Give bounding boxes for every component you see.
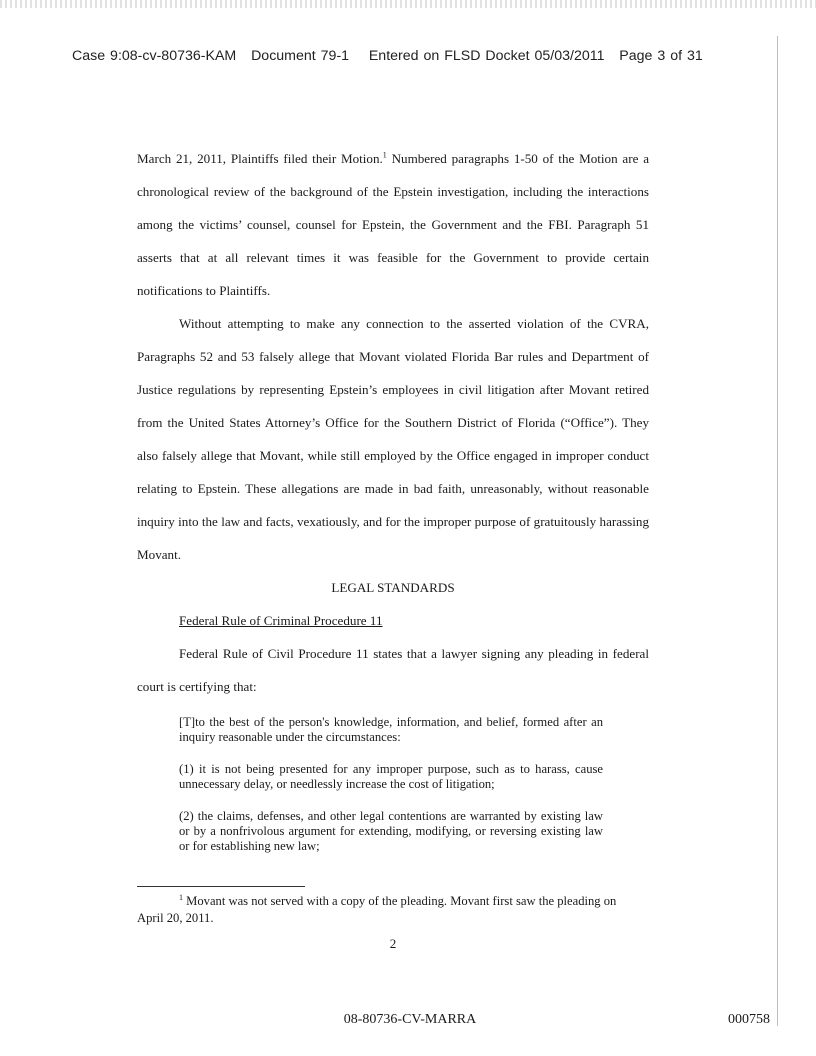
scan-artifact-top [0,0,816,8]
block-quote-intro: [T]to the best of the person's knowledge, information, and belief, formed after an inquiry reasonable under the circumstances: [179,715,603,744]
section-heading-legal-standards: LEGAL STANDARDS [331,580,455,595]
paragraph-allegations: Without attempting to make any connection to the asserted violation of the CVRA, Paragraphs 52 and 53 falsely allege that Movant violated Florida Bar rules and Department of Justice regulations by representing Epstein’s employees in civil litigation after Movant retired from the United States Attorney’s Office for the Southern District of Florida (“Office”). They also falsely allege that Movant, while still employed by the Office engaged in improper conduct relating to Epstein. These allegations are made in bad faith, unreasonably, without reasonable inquiry into the law and facts, vexatiously, and for the improper purpose of gratuitously harassing Movant. [137,316,649,562]
paragraph-rule-11-intro: Federal Rule of Civil Procedure 11 states that a lawyer signing any pleading in federal court is certifying that: [137,646,649,694]
scan-artifact-right-edge [777,36,778,1026]
footnote-mark: 1 [179,892,183,902]
footnote-divider [137,886,305,887]
block-quote-item-1: (1) it is not being presented for any improper purpose, such as to harass, cause unnecessary delay, or needlessly increase the cost of litigation; [179,762,603,791]
footnote-reference: 1 [382,150,387,160]
document-number: Document 79-1 [251,48,350,64]
paragraph-motion-summary [137,142,649,307]
block-quote-item-2: (2) the claims, defenses, and other legal contentions are warranted by existing law or by a nonfrivolous argument for extending, modifying, or reversing existing law or for establishing new law; [179,809,603,853]
page-number: 2 [389,936,397,951]
entered-on-docket: Entered on FLSD Docket 05/03/2011 [368,48,605,64]
footnote [137,893,617,927]
docket-header [72,48,772,64]
bates-case-label: 08-80736-CV-MARRA [343,1012,477,1027]
bates-number: 000758 [728,1012,770,1027]
subheading-rule-11: Federal Rule of Criminal Procedure 11 [179,613,383,628]
case-number: Case 9:08-cv-80736-KAM [72,48,237,64]
footnote-text: Movant was not served with a copy of the pleading. Movant first saw the pleading on April 20, 2011. [137,894,617,925]
paragraph-motion-summary-start: March 21, 2011, Plaintiffs filed their Motion. [137,151,383,166]
paragraph-motion-summary-rest: Numbered paragraphs 1-50 of the Motion are a chronological review of the background of the Epstein investigation, including the interactions among the victims’ counsel, counsel for Epstein, the Government and the FBI. Paragraph 51 asserts that at all relevant times it was feasible for the Government to provide certain notifications to Plaintiffs. [137,151,649,298]
page-of-total: Page 3 of 31 [619,48,703,64]
